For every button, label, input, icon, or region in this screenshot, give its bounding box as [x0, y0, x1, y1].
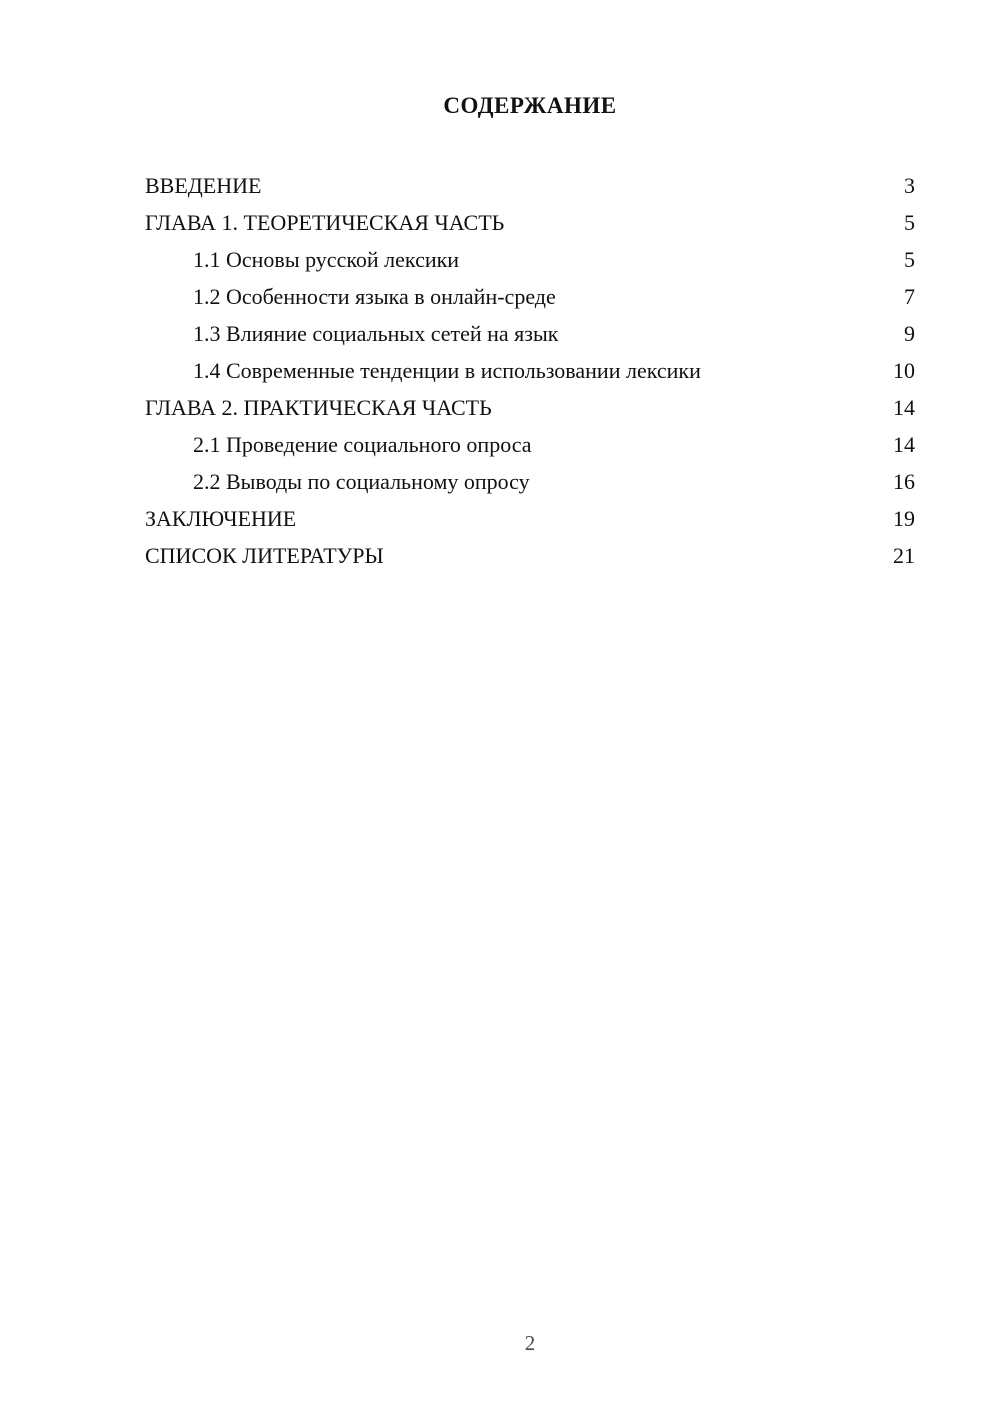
- toc-entry-label: ВВЕДЕНИЕ: [145, 173, 262, 198]
- toc-entry: [145, 389, 915, 426]
- toc-entry-page-number: 14: [893, 395, 915, 420]
- toc-entry-page-number: 5: [904, 247, 915, 272]
- toc-entry-page-number: 7: [904, 284, 915, 309]
- page-title: СОДЕРЖАНИЕ: [443, 93, 617, 118]
- toc-entry-label: ГЛАВА 1. ТЕОРЕТИЧЕСКАЯ ЧАСТЬ: [145, 210, 505, 235]
- toc-entry-page-number: 3: [904, 173, 915, 198]
- toc-entry: [145, 204, 915, 241]
- toc-entry: [145, 352, 915, 389]
- toc-entry-label: ЗАКЛЮЧЕНИЕ: [145, 506, 297, 531]
- toc-entry-page-number: 19: [893, 506, 915, 531]
- toc-entry-page-number: 21: [893, 543, 915, 568]
- toc-entry-label: 1.2 Особенности языка в онлайн-среде: [193, 284, 556, 309]
- toc-entry-label: 1.1 Основы русской лексики: [193, 247, 460, 272]
- toc-entry-page-number: 9: [904, 321, 915, 346]
- table-of-contents: [145, 167, 915, 574]
- toc-entry-label: СПИСОК ЛИТЕРАТУРЫ: [145, 543, 384, 568]
- toc-entry-label: 1.4 Современные тенденции в использовании лексики: [193, 358, 701, 383]
- toc-entry-label: ГЛАВА 2. ПРАКТИЧЕСКАЯ ЧАСТЬ: [145, 395, 492, 420]
- footer-page-number: 2: [524, 1331, 536, 1355]
- toc-entry: [145, 463, 915, 500]
- toc-entry-label: 2.1 Проведение социального опроса: [193, 432, 532, 457]
- toc-entry: [145, 315, 915, 352]
- toc-entry: [145, 167, 915, 204]
- toc-entry-page-number: 10: [893, 358, 915, 383]
- toc-entry: [145, 278, 915, 315]
- toc-entry-label: 2.2 Выводы по социальному опросу: [193, 469, 530, 494]
- toc-entry-page-number: 16: [893, 469, 915, 494]
- toc-entry: [145, 426, 915, 463]
- toc-entry-page-number: 5: [904, 210, 915, 235]
- toc-entry: [145, 537, 915, 574]
- toc-entry: [145, 500, 915, 537]
- toc-entry-page-number: 14: [893, 432, 915, 457]
- toc-entry-label: 1.3 Влияние социальных сетей на язык: [193, 321, 559, 346]
- toc-entry: [145, 241, 915, 278]
